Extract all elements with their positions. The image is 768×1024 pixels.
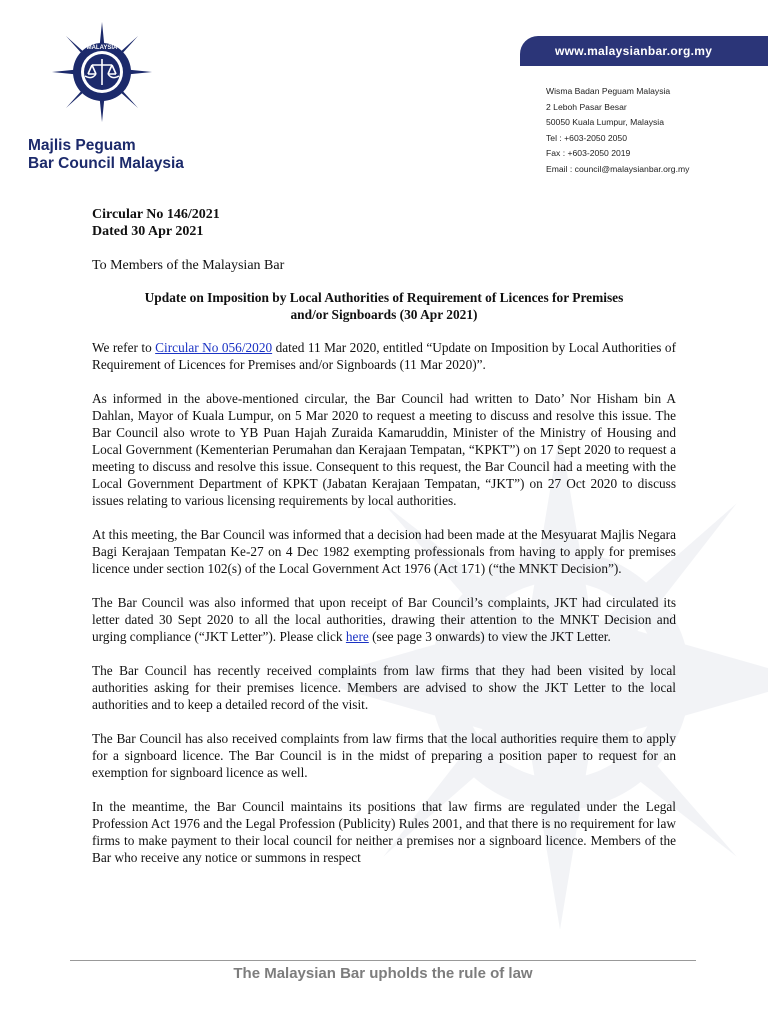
contact-city: 50050 Kuala Lumpur, Malaysia	[546, 117, 665, 128]
paragraph-2: As informed in the above-mentioned circular, the Bar Council had written to Dato’ Nor Hisham bin A Dahlan, Mayor of Kuala Lumpur, on 5 Mar 2020 to request a meeting to discuss and resolve this issue. The Bar Council also wrote to YB Puan Hajah Zuraida Kamaruddin, Minister of the Ministry of Housing and Local Government (Kementerian Perumahan dan Kerajaan Tempatan, “KPKT”) on 17 Sept 2020 to request a meeting to discuss and resolve this issue. Consequent to this request, the Bar Council had a meeting with the Local Government Department of KPKT (Jabatan Kerajaan Tempatan, “JKT”) on 27 Oct 2020 to discuss issues relating to various licensing requirements by local authorities.	[92, 391, 676, 508]
contact-street: 2 Leboh Pasar Besar	[546, 101, 627, 112]
bar-council-logo	[52, 22, 152, 122]
title-line-2: and/or Signboards (30 Apr 2021)	[290, 307, 478, 322]
title-line-1: Update on Imposition by Local Authorities of Requirement of Licences for Premises	[144, 290, 624, 305]
website-link[interactable]: www.malaysianbar.org.my	[520, 36, 768, 66]
contact-email[interactable]: Email : council@malaysianbar.org.my	[546, 163, 690, 174]
paragraph-5: The Bar Council has recently received complaints from law firms that they had been visited by local authorities asking for their premises licence. Members are advised to show the JKT Letter to the local authorities and to keep a detailed record of the visit.	[92, 663, 676, 712]
contact-fax: Fax : +603-2050 2019	[546, 148, 631, 159]
org-name-english: Bar Council Malaysia	[28, 155, 184, 172]
addressee: To Members of the Malaysian Bar	[92, 258, 285, 273]
p4-text-after: (see page 3 onwards) to view the JKT Letter.	[368, 629, 611, 644]
logo-ring-text: MALAYSIA	[86, 45, 118, 51]
p4-text-before: The Bar Council was also informed that upon receipt of Bar Council’s complaints, JKT had circulated its letter dated 30 Sept 2020 to all the local authorities, drawing their attention to the MNKT Decision and urging compliance (“JKT Letter”). Please click	[92, 595, 676, 644]
paragraph-4	[92, 594, 676, 645]
footer-motto: The Malaysian Bar upholds the rule of law	[233, 965, 533, 982]
circular-body	[92, 339, 676, 883]
paragraph-1	[92, 339, 676, 373]
organization-name	[28, 137, 184, 173]
p1-text-after: dated 11 Mar 2020, entitled “Update on Imposition by Local Authorities of Requirement of Licences for Premises and/or Signboards (11 Mar 2020)”.	[92, 340, 676, 372]
circular-056-link[interactable]: Circular No 056/2020	[155, 340, 273, 355]
circular-header	[92, 206, 220, 240]
contact-tel: Tel : +603-2050 2050	[546, 132, 627, 143]
paragraph-3: At this meeting, the Bar Council was informed that a decision had been made at the Mesyuarat Majlis Negara Bagi Kerajaan Tempatan Ke-27 on 4 Dec 1982 exempting professionals from having to apply for premises licence under section 102(s) of the Local Government Act 1976 (Act 171) (“the MNKT Decision”).	[92, 527, 676, 576]
circular-title	[92, 289, 676, 323]
contact-building: Wisma Badan Peguam Malaysia	[546, 86, 671, 96]
paragraph-7: In the meantime, the Bar Council maintains its positions that law firms are regulated under the Legal Profession Act 1976 and the Legal Profession (Publicity) Rules 2001, and that there is no requirement for law firms to make payment to their local council for neither a premises nor a signboard licence. Members of the Bar who receive any notice or summons in respect	[92, 799, 676, 865]
org-name-malay: Majlis Peguam	[28, 137, 136, 154]
circular-number: Circular No 146/2021	[92, 207, 220, 222]
circular-date: Dated 30 Apr 2021	[92, 224, 204, 239]
p1-text-before: We refer to	[92, 340, 156, 355]
footer-divider	[70, 960, 696, 961]
contact-block	[546, 84, 689, 178]
paragraph-6: The Bar Council has also received complaints from law firms that the local authorities require them to apply for a signboard licence. The Bar Council is in the midst of preparing a position paper to request for an exemption for signboard licence as well.	[92, 731, 676, 780]
jkt-letter-link[interactable]: here	[345, 629, 369, 644]
